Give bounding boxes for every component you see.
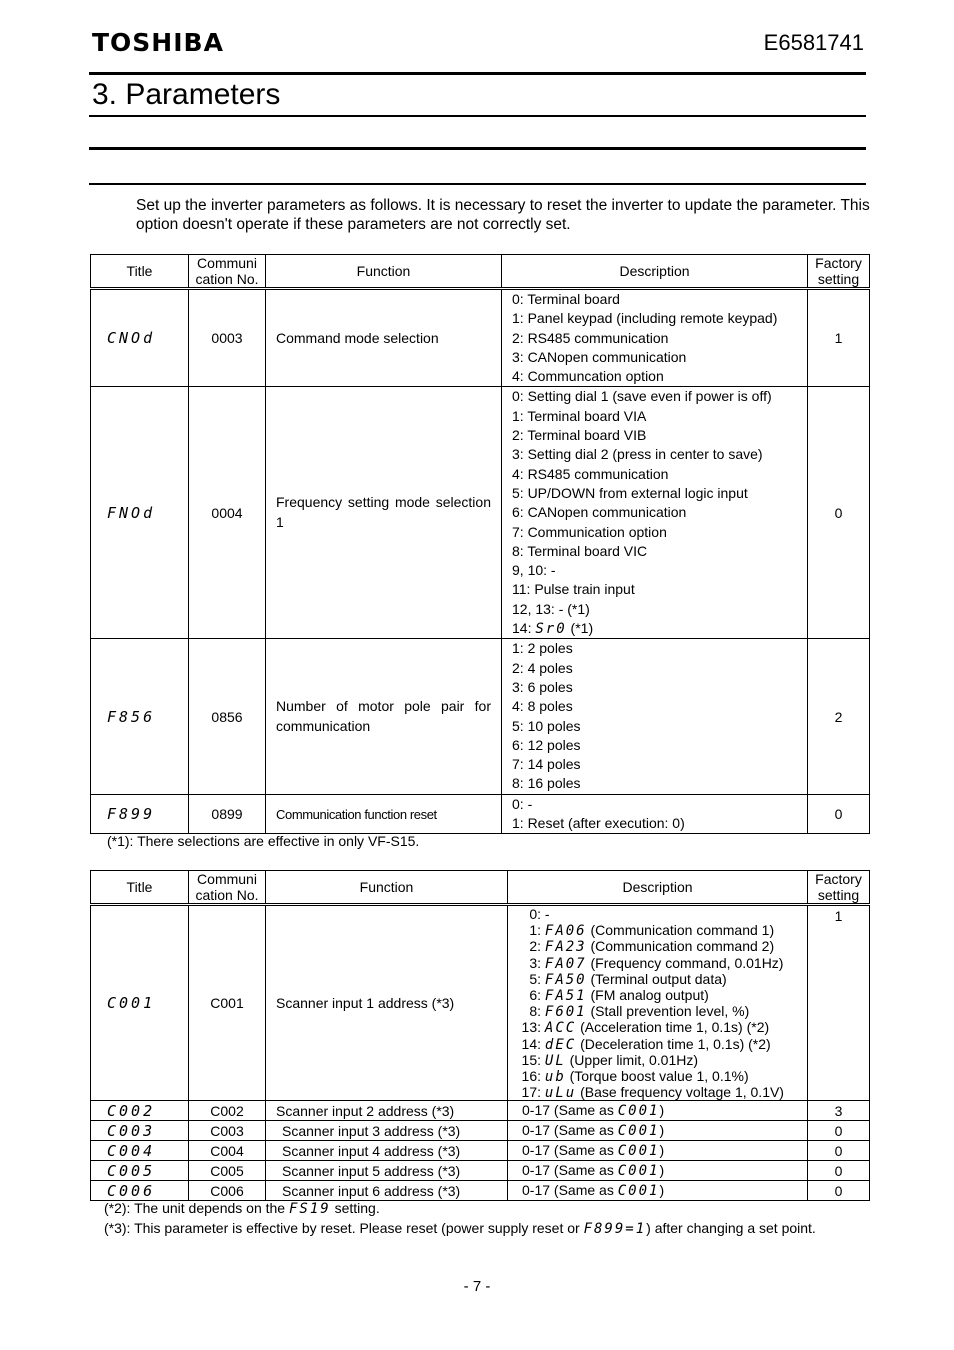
factory-setting: 0 (808, 1141, 870, 1161)
description-prefix: 15: (521, 1051, 541, 1068)
param-code: ub (544, 1068, 566, 1085)
description-line: 6: 12 poles (512, 736, 581, 753)
description-prefix: 17: (521, 1084, 541, 1101)
function-text: Scanner input 1 address (*3) (266, 905, 508, 1101)
param-code: FS19 (288, 1201, 331, 1217)
header-factory: Factory setting (808, 871, 870, 905)
param-code: FA07 (544, 955, 587, 972)
table-row (91, 1121, 870, 1141)
description-line: 6: CANopen communication (512, 504, 687, 521)
header-title: Title (91, 255, 189, 289)
description-prefix: 0-17 (Same as (522, 1142, 614, 1159)
description-text: (Acceleration time 1, 0.1s) (*2) (580, 1019, 770, 1036)
param-title (91, 1141, 189, 1161)
description-cell (508, 905, 808, 1101)
description-line (516, 1036, 807, 1052)
param-code: F601 (544, 1004, 587, 1021)
description-prefix: 0-17 (Same as (522, 1162, 614, 1179)
param-code: C001 (617, 1143, 660, 1160)
comm-no: C004 (189, 1141, 266, 1161)
factory-setting: 0 (808, 1161, 870, 1181)
comm-no: 0004 (189, 387, 266, 639)
description-prefix: 14: (521, 1035, 541, 1052)
description-line: 0: Terminal board (512, 291, 620, 307)
description-prefix: 1: (529, 922, 541, 939)
factory-setting: 0 (808, 1121, 870, 1141)
description-line: 1: 2 poles (512, 640, 573, 657)
factory-setting: 2 (808, 639, 870, 794)
factory-setting: 1 (808, 905, 870, 1101)
description-cell (508, 1161, 808, 1181)
parameter-table-2 (90, 870, 870, 1201)
param-title (91, 639, 189, 794)
description-line (516, 1084, 807, 1100)
footnote-3-suffix: ) after changing a set point. (646, 1220, 816, 1236)
table-row (91, 639, 870, 794)
header-function: Function (266, 871, 508, 905)
description-text: (Torque boost value 1, 0.1%) (569, 1067, 749, 1084)
factory-setting: 3 (808, 1101, 870, 1121)
function-text: Number of motor pole pair for communication (266, 639, 502, 794)
description-cell (502, 289, 808, 387)
description-line: 7: 14 poles (512, 756, 581, 773)
section-rule-1 (89, 115, 866, 117)
param-code: FA23 (544, 939, 587, 956)
description-prefix: 0-17 (Same as (522, 1122, 614, 1139)
param-code: FA51 (544, 987, 587, 1004)
comm-no: 0899 (189, 794, 266, 834)
description-prefix: 16: (521, 1067, 541, 1084)
header-factory: Factory setting (808, 255, 870, 289)
description-line (516, 1068, 807, 1084)
description-line: 3: CANopen communication (512, 348, 687, 365)
param-code: FA06 (544, 923, 587, 940)
page-number: - 7 - (463, 1278, 491, 1295)
description-line (516, 987, 807, 1003)
description-line: 4: RS485 communication (512, 465, 669, 482)
function-text: Command mode selection (266, 289, 502, 387)
description-line (516, 1003, 807, 1019)
section-rule-3 (89, 183, 866, 185)
factory-setting: 0 (808, 387, 870, 639)
description-line (516, 971, 807, 987)
param-title (91, 289, 189, 387)
factory-setting: 1 (808, 289, 870, 387)
description-line: 3: 6 poles (512, 678, 573, 695)
description-line: 12, 13: - (*1) (512, 600, 590, 617)
section-title: 3. Parameters (92, 78, 281, 111)
param-code: FA50 (544, 971, 587, 988)
parameter-table-1 (90, 254, 870, 834)
description-suffix: (*1) (570, 620, 594, 637)
param-code: ACC (544, 1020, 577, 1037)
param-code: F856 (107, 707, 156, 726)
description-suffix: ) (659, 1102, 665, 1119)
comm-no: C005 (189, 1161, 266, 1181)
description-line: 0: Setting dial 1 (save even if power is off) (512, 388, 772, 405)
description-line (516, 1052, 807, 1068)
table-header-row (91, 871, 870, 905)
param-title (91, 1161, 189, 1181)
description-prefix: 13: (521, 1019, 541, 1036)
table-row (91, 905, 870, 1101)
header-description: Description (502, 255, 808, 289)
param-code: C001 (617, 1183, 660, 1200)
intro-paragraph: Set up the inverter parameters as follows. It is necessary to reset the inverter to update the parameter. This option doesn't operate if these parameters are not correctly set. (136, 197, 870, 233)
table-row (91, 1141, 870, 1161)
description-line: 5: UP/DOWN from external logic input (512, 484, 748, 501)
description-prefix: 3: (529, 954, 541, 971)
header-rule (89, 72, 866, 75)
param-code: C005 (107, 1161, 156, 1180)
description-text: (Base frequency voltage 1, 0.1V) (580, 1084, 784, 1101)
header-comm-no: Communi cation No. (189, 871, 266, 905)
description-prefix: 14: (512, 620, 532, 637)
header-description: Description (508, 871, 808, 905)
description-line: 2: RS485 communication (512, 329, 669, 346)
comm-no: C006 (189, 1181, 266, 1201)
description-prefix: 2: (529, 938, 541, 955)
description-line: 7: Communication option (512, 523, 667, 540)
function-text: Scanner input 2 address (*3) (266, 1101, 508, 1121)
param-title (91, 905, 189, 1101)
param-code: C002 (107, 1101, 156, 1120)
comm-no: C001 (189, 905, 266, 1101)
param-title (91, 1101, 189, 1121)
description-line: 1: Reset (after execution: 0) (512, 815, 685, 832)
description-line (516, 938, 807, 954)
header-title: Title (91, 871, 189, 905)
param-code: C006 (107, 1181, 156, 1200)
section-rule-2 (89, 147, 866, 150)
description-cell (508, 1181, 808, 1201)
footnote-2 (104, 1200, 380, 1217)
header-function: Function (266, 255, 502, 289)
footnote-3-prefix: (*3): This parameter is effective by reset. Please reset (power supply reset or (104, 1220, 580, 1236)
param-code: C001 (617, 1103, 660, 1120)
param-title (91, 794, 189, 834)
param-code: Sr0 (535, 621, 567, 638)
param-code: FNOd (107, 503, 156, 522)
description-prefix: 0-17 (Same as (522, 1102, 614, 1119)
description-cell (508, 1101, 808, 1121)
description-line: 5: 10 poles (512, 717, 581, 734)
description-prefix: 8: (529, 1003, 541, 1020)
description-line: 1: Terminal board VIA (512, 407, 647, 424)
comm-no: C003 (189, 1121, 266, 1141)
description-suffix: ) (659, 1162, 665, 1179)
function-text: Frequency setting mode selection 1 (266, 387, 502, 639)
comm-no: 0856 (189, 639, 266, 794)
param-code: C001 (107, 994, 156, 1013)
function-text: Scanner input 5 address (*3) (266, 1161, 508, 1181)
description-line: 3: Setting dial 2 (press in center to save) (512, 446, 763, 463)
description-line (516, 1019, 807, 1035)
param-code: C004 (107, 1141, 156, 1160)
header-comm-no: Communi cation No. (189, 255, 266, 289)
description-line: 1: Panel keypad (including remote keypad) (512, 310, 778, 327)
param-code: F899=1 (583, 1221, 647, 1237)
function-text: Scanner input 4 address (*3) (266, 1141, 508, 1161)
table-row (91, 387, 870, 639)
description-cell (508, 1141, 808, 1161)
description-text: (Deceleration time 1, 0.1s) (*2) (580, 1035, 771, 1052)
description-text: (Terminal output data) (590, 970, 727, 987)
description-line: 4: 8 poles (512, 698, 573, 715)
param-code: UL (544, 1052, 566, 1069)
description-line: 0: - (512, 795, 533, 812)
footnote-3 (104, 1220, 816, 1237)
table-row (91, 1101, 870, 1121)
description-suffix: ) (659, 1142, 665, 1159)
description-cell (502, 794, 808, 834)
description-line: 2: Terminal board VIB (512, 427, 647, 444)
table-row (91, 794, 870, 834)
description-line (516, 922, 807, 938)
description-prefix: 5: (529, 970, 541, 987)
description-line (516, 955, 807, 971)
description-line: 8: Terminal board VIC (512, 542, 648, 559)
param-code: C001 (617, 1163, 660, 1180)
footnote-2-suffix: setting. (334, 1200, 380, 1216)
description-prefix: 0-17 (Same as (522, 1182, 614, 1199)
comm-no: 0003 (189, 289, 266, 387)
description-line (516, 906, 807, 922)
description-line: 9, 10: - (512, 562, 556, 579)
description-text: (Stall prevention level, %) (590, 1003, 750, 1020)
toshiba-logo: TOSHIBA (92, 28, 224, 57)
param-code: dEC (544, 1036, 577, 1053)
description-line: 2: 4 poles (512, 659, 573, 676)
table-row (91, 1161, 870, 1181)
description-cell (508, 1121, 808, 1141)
factory-setting: 0 (808, 794, 870, 834)
description-line: 8: 16 poles (512, 775, 581, 792)
description-text: - (544, 906, 550, 922)
description-prefix: 0: (529, 906, 541, 922)
description-prefix: 6: (529, 986, 541, 1003)
function-text: Scanner input 3 address (*3) (266, 1121, 508, 1141)
description-suffix: ) (659, 1122, 665, 1139)
description-cell (502, 387, 808, 639)
function-text: Scanner input 6 address (*3) (266, 1181, 508, 1201)
description-line: 11: Pulse train input (512, 581, 635, 598)
description-text: (Upper limit, 0.01Hz) (569, 1051, 699, 1068)
description-text: (FM analog output) (590, 986, 709, 1003)
table-row (91, 289, 870, 387)
document-number: E6581741 (763, 30, 864, 55)
param-code: C003 (107, 1121, 156, 1140)
param-code: uLu (544, 1085, 577, 1102)
param-code: C001 (617, 1123, 660, 1140)
footnote-2-prefix: (*2): The unit depends on the (104, 1200, 286, 1216)
comm-no: C002 (189, 1101, 266, 1121)
param-title (91, 1181, 189, 1201)
factory-setting: 0 (808, 1181, 870, 1201)
param-title (91, 387, 189, 639)
description-cell (502, 639, 808, 794)
table-row (91, 1181, 870, 1201)
description-text: (Communication command 1) (590, 922, 775, 939)
param-code: CNOd (107, 329, 156, 348)
description-text: (Communication command 2) (590, 938, 775, 955)
param-title (91, 1121, 189, 1141)
description-line (512, 619, 807, 638)
param-code: F899 (107, 805, 156, 824)
description-text: (Frequency command, 0.01Hz) (590, 954, 784, 971)
description-suffix: ) (659, 1182, 665, 1199)
description-line: 4: Communcation option (512, 368, 664, 385)
footnote-1: (*1): There selections are effective in only VF-S15. (107, 833, 420, 849)
function-text: Communication function reset (266, 794, 502, 834)
table-header-row (91, 255, 870, 289)
